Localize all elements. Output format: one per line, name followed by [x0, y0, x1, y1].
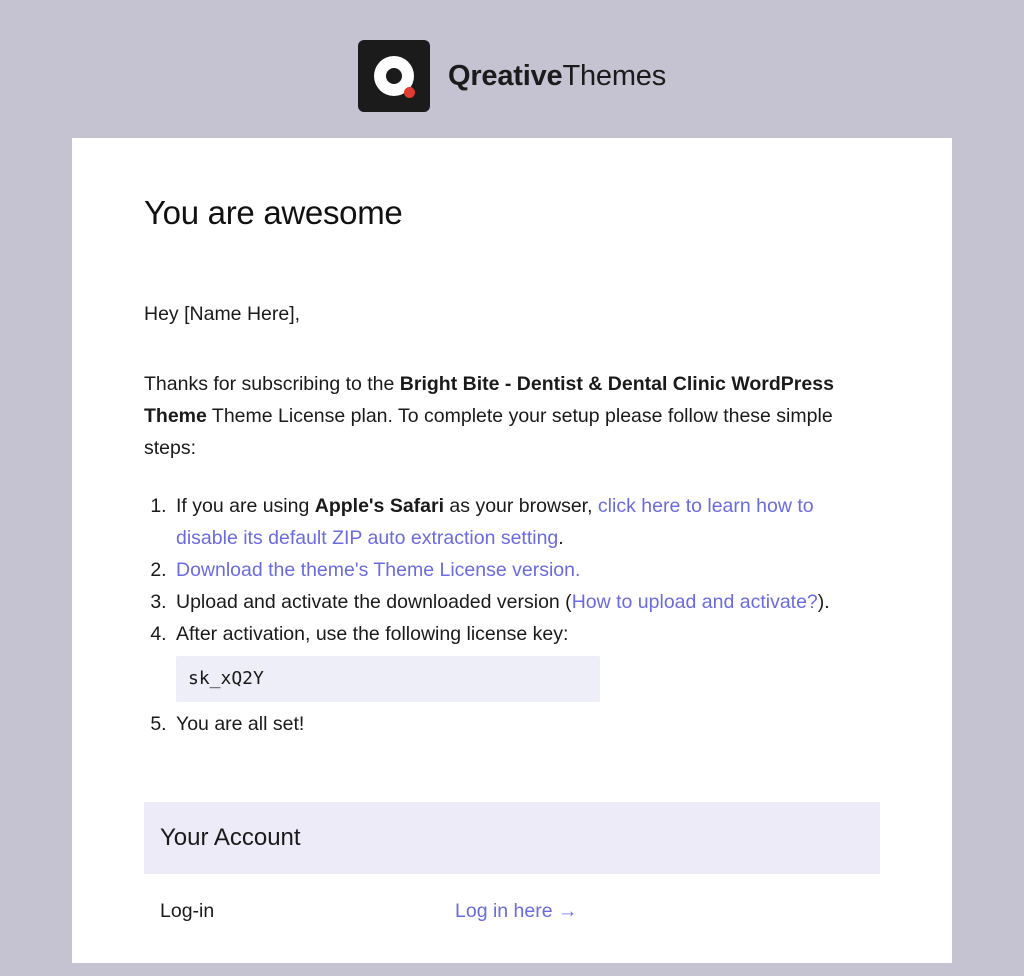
step-4-text: After activation, use the following license key: — [176, 623, 569, 645]
safari-zip-help-link[interactable]: click here to learn how to disable its default ZIP auto extraction setting — [176, 495, 814, 549]
intro-after-text: Theme License plan. To complete your setup please follow these simple steps: — [144, 405, 833, 459]
page-title: You are awesome — [144, 194, 403, 231]
step-1-bold-text: Apple's Safari — [314, 495, 445, 517]
account-row-login — [144, 874, 880, 923]
license-key-value[interactable]: sk_xQ2Y — [176, 656, 600, 702]
account-section-heading: Your Account — [160, 824, 301, 851]
account-section-banner — [144, 802, 880, 874]
step-1-before-text: If you are using — [176, 495, 315, 517]
email-body-card — [72, 138, 952, 963]
logo-ring-inner-shape — [386, 68, 402, 84]
step-item-1 — [172, 490, 880, 554]
account-row-value — [455, 900, 578, 923]
step-item-3 — [172, 586, 880, 618]
log-in-here-link[interactable]: Log in here → — [455, 900, 578, 922]
qreative-circle-logo-icon — [358, 40, 430, 112]
step-1-middle-text: as your browser, — [444, 495, 598, 517]
upload-activate-help-link[interactable]: How to upload and activate? — [571, 591, 818, 613]
email-header — [0, 0, 1024, 138]
step-3-after-text: ). — [817, 591, 830, 613]
product-name: Bright Bite - Dentist & Dental Clinic WordPress Theme — [144, 373, 834, 427]
intro-paragraph — [144, 368, 880, 464]
logo-red-dot-shape — [404, 87, 415, 98]
step-item-4 — [172, 618, 880, 702]
download-theme-link[interactable]: Download the theme's Theme License version. — [176, 559, 581, 581]
setup-steps-list — [144, 490, 880, 740]
step-item-2 — [172, 554, 880, 586]
brand-name-light: Themes — [562, 59, 667, 92]
greeting-text: Hey [Name Here], — [144, 303, 301, 325]
brand-logo-lockup — [358, 40, 666, 112]
brand-name-bold: Qreative — [447, 59, 563, 92]
brand-name — [448, 60, 666, 93]
account-row-label: Log-in — [160, 900, 215, 922]
step-5-text: You are all set! — [176, 713, 305, 735]
step-1-after-text: . — [558, 527, 564, 549]
step-3-before-text: Upload and activate the downloaded version ( — [176, 591, 572, 613]
step-item-5 — [172, 708, 880, 740]
intro-before-text: Thanks for subscribing to the — [144, 373, 400, 395]
